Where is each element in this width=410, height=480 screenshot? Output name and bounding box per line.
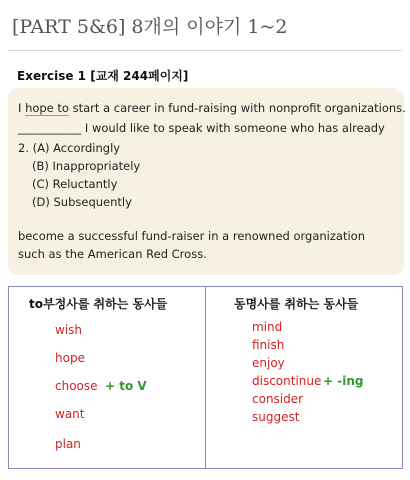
to-infinitive-note: + to V (105, 379, 147, 393)
to-infinitive-header: to부정사를 취하는 동사들 (29, 297, 168, 311)
exercise-heading: Exercise 1 [교재 244페이지] (17, 69, 189, 83)
question-number: 2. (18, 141, 29, 155)
question-box (8, 88, 404, 275)
verb-want: want (55, 407, 85, 421)
verb-table (8, 286, 403, 469)
verb-plan: plan (55, 437, 81, 451)
option-b[interactable]: (B) Inappropriately (32, 159, 141, 173)
verb-mind: mind (252, 320, 283, 334)
option-a[interactable]: (A) Accordingly (32, 141, 121, 155)
sentence-2: ___________ I would like to speak with someone who has already (18, 121, 385, 135)
page-title: [PART 5&6] 8개의 이야기 1~2 (12, 16, 288, 38)
gerund-header: 동명사를 취하는 동사들 (234, 297, 359, 311)
question-line (18, 139, 120, 157)
verb-discontinue: discontinue (252, 374, 322, 388)
option-d[interactable]: (D) Subsequently (32, 195, 132, 209)
verb-enjoy: enjoy (252, 356, 285, 370)
sentence-1-prefix: I (18, 101, 26, 115)
continuation-line-2: such as the American Red Cross. (18, 247, 207, 261)
verb-finish: finish (252, 338, 285, 352)
verb-suggest: suggest (252, 410, 300, 424)
sentence-1-suffix: start a career in fund-raising with nonprofit organizations. (68, 101, 406, 115)
column-divider (205, 287, 206, 468)
verb-hope: hope (55, 351, 85, 365)
verb-consider: consider (252, 392, 304, 406)
continuation-line-1: become a successful fund-raiser in a renowned organization (18, 229, 365, 243)
gerund-note: + -ing (323, 374, 364, 388)
sentence-1-highlight: hope to (25, 101, 69, 115)
sentence-1 (18, 99, 406, 117)
verb-choose: choose (55, 379, 98, 393)
verb-wish: wish (55, 323, 83, 337)
option-c[interactable]: (C) Reluctantly (32, 177, 118, 191)
title-divider (8, 50, 402, 51)
